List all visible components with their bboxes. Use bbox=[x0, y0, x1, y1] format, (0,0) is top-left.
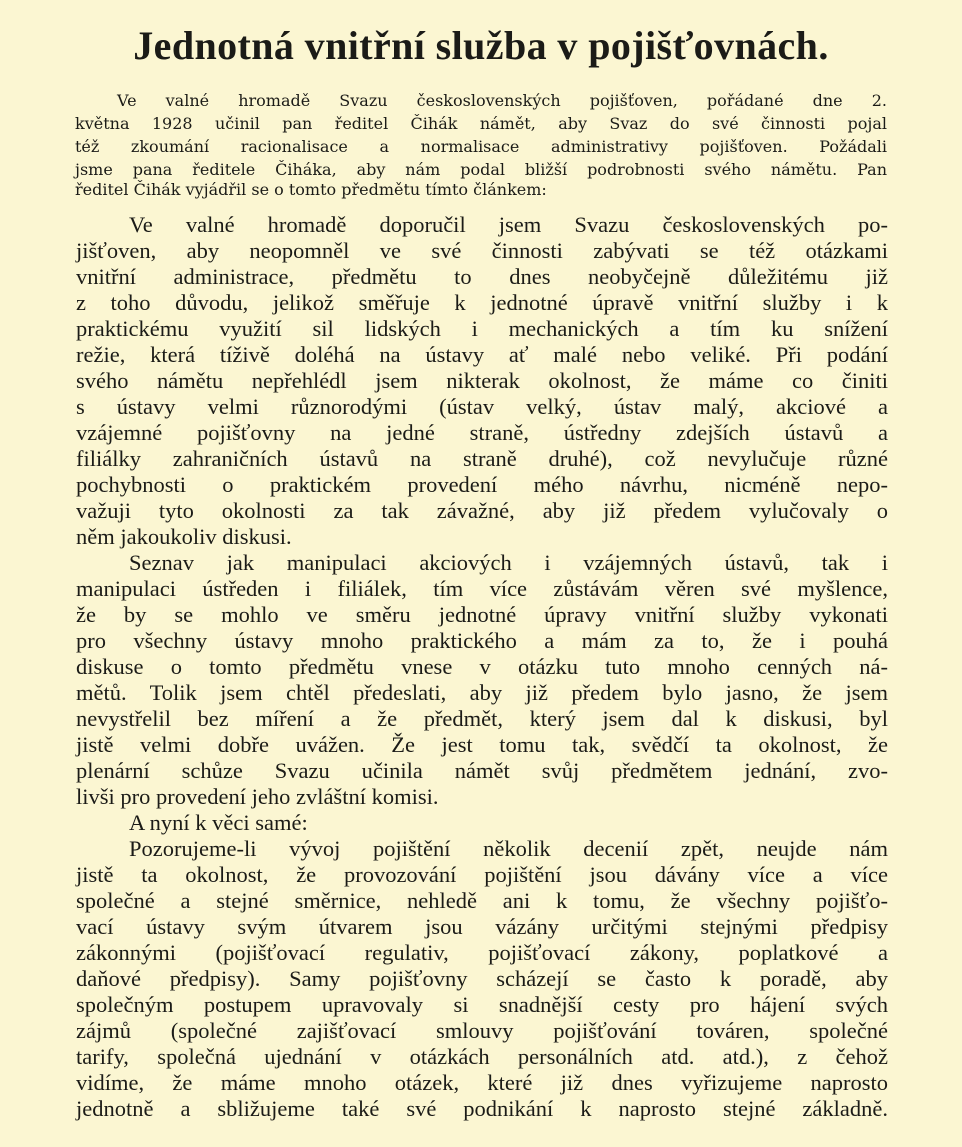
body-line: manipulaci ústředen i filiálek, tím více zůstávám věren své myšlence, bbox=[76, 576, 888, 601]
body-line: vací ústavy svým útvarem jsou vázány určitými stejnými předpisy bbox=[76, 914, 888, 939]
body-line: jistě ta okolnost, že provozování pojištění jsou dávány více a více bbox=[76, 862, 888, 887]
body-line: vidíme, že máme mnoho otázek, které již dnes vyřizujeme naprosto bbox=[76, 1070, 888, 1095]
body-line: tarify, společná ujednání v otázkách personálních atd. atd.), z čehož bbox=[76, 1044, 888, 1069]
body-line: režie, která tíživě doléhá na ústavy ať malé nebo veliké. Při podání bbox=[76, 342, 888, 367]
body-line: s ústavy velmi různorodými (ústav velký, ústav malý, akciové a bbox=[76, 394, 888, 419]
body-line: společným postupem upravovaly si snadnější cesty pro hájení svých bbox=[76, 992, 888, 1017]
body-line: vnitřní administrace, předmětu to dnes neobyčejně důležitému již bbox=[76, 264, 888, 289]
body-line: livši pro provedení jeho zvláštní komisi. bbox=[76, 784, 439, 809]
body-line: daňové předpisy). Samy pojišťovny scházejí se často k poradě, aby bbox=[76, 966, 888, 991]
body-line: že by se mohlo ve směru jednotné úpravy vnitřní služby vykonati bbox=[76, 602, 888, 627]
intro-line: Ve valné hromadě Svazu československých pojišťoven, pořádané dne 2. bbox=[117, 91, 887, 110]
body-line: jednotně a sbližujeme také své podnikání k naprosto stejné základně. bbox=[76, 1096, 888, 1121]
intro-line: ředitel Čihák vyjádřil se o tomto předmětu tímto článkem: bbox=[75, 180, 547, 199]
body-line: pro všechny ústavy mnoho praktického a mám za to, že i pouhá bbox=[76, 628, 888, 653]
body-line: praktickému využití sil lidských i mechanických a tím ku snížení bbox=[76, 316, 888, 341]
body-line: svého námětu nepřehlédl jsem nikterak okolnost, že máme co činiti bbox=[76, 368, 888, 393]
body-line: nevystřelil bez míření a že předmět, který jsem dal k diskusi, byl bbox=[76, 706, 888, 731]
body-line: Seznav jak manipulaci akciových i vzájemných ústavů, tak i bbox=[129, 550, 888, 575]
body-line: jistě velmi dobře uvážen. Že jest tomu tak, svědčí ta okolnost, že bbox=[76, 732, 888, 757]
body-line: zákonnými (pojišťovací regulativ, pojišťovací zákony, poplatkové a bbox=[76, 940, 888, 965]
body-line: vzájemné pojišťovny na jedné straně, ústředny zdejších ústavů a bbox=[76, 420, 888, 445]
body-line: z toho důvodu, jelikož směřuje k jednotné úpravě vnitřní služby i k bbox=[76, 290, 888, 315]
body-line: mětů. Tolik jsem chtěl předeslati, aby již předem bylo jasno, že jsem bbox=[76, 680, 888, 705]
body-line: jišťoven, aby neopomněl ve své činnosti zabývati se též otázkami bbox=[76, 238, 888, 263]
intro-line: též zkoumání racionalisace a normalisace administrativy pojišťoven. Požádali bbox=[75, 137, 887, 156]
body-line: zájmů (společné zajišťovací smlouvy pojišťování továren, společné bbox=[76, 1018, 888, 1043]
body-line: Ve valné hromadě doporučil jsem Svazu československých po- bbox=[129, 212, 888, 237]
body-line: pochybnosti o praktickém provedení mého návrhu, nicméně nepo- bbox=[76, 472, 888, 497]
intro-line: jsme pana ředitele Čiháka, aby nám podal bližší podrobnosti svého námětu. Pan bbox=[75, 160, 887, 179]
body-line: Pozorujeme-li vývoj pojištění několik decenií zpět, neujde nám bbox=[129, 836, 888, 861]
body-line: plenární schůze Svazu učinila námět svůj předmětem jednání, zvo- bbox=[76, 758, 888, 783]
article-title: Jednotná vnitřní služba v pojišťovnách. bbox=[133, 23, 829, 68]
body-line: společné a stejné směrnice, nehledě ani k tomu, že všechny pojišťo- bbox=[76, 888, 888, 913]
body-line: važuji tyto okolnosti za tak závažné, aby již předem vylučovaly o bbox=[76, 498, 888, 523]
body-line: A nyní k věci samé: bbox=[129, 810, 308, 835]
body-line: něm jakoukoliv diskusi. bbox=[76, 524, 292, 549]
body-line: filiálky zahraničních ústavů na straně druhé), což nevylučuje různé bbox=[76, 446, 888, 471]
body-line: diskuse o tomto předmětu vnese v otázku tuto mnoho cenných ná- bbox=[76, 654, 888, 679]
intro-line: května 1928 učinil pan ředitel Čihák námět, aby Svaz do své činnosti pojal bbox=[75, 114, 887, 133]
